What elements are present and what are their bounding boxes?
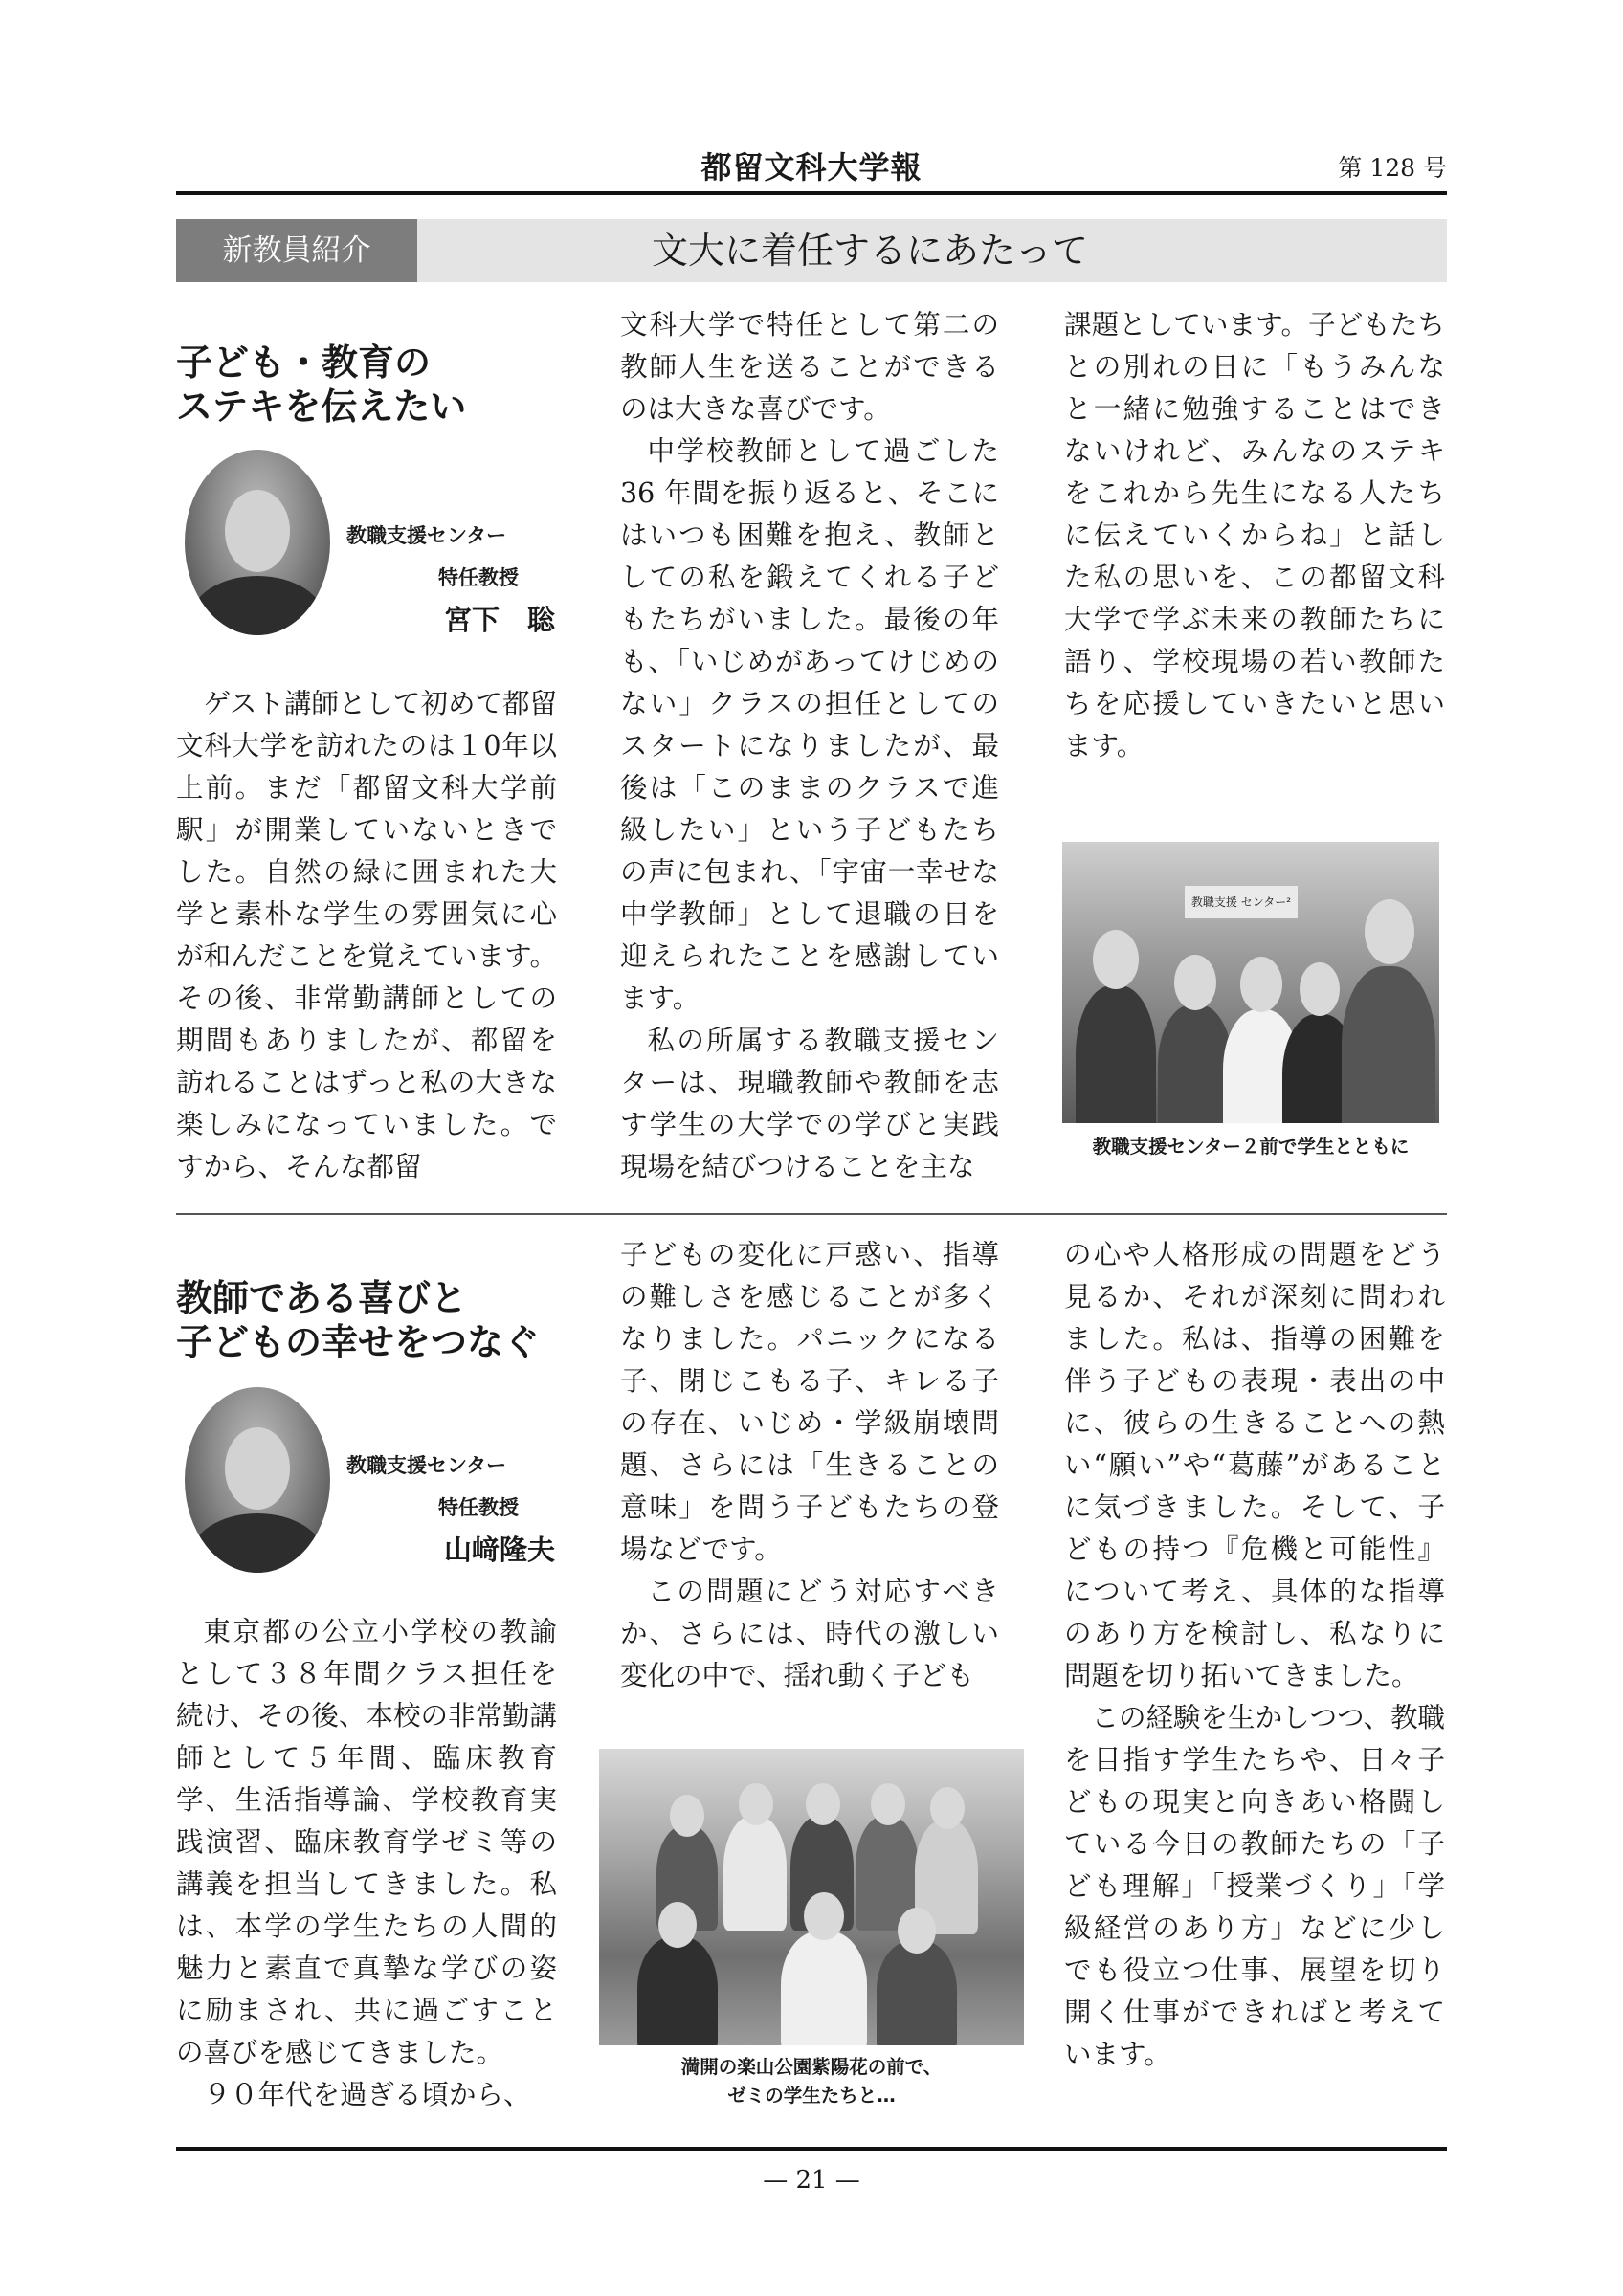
article1-byline [346,515,555,641]
article2-col3-para1: の心や人格形成の問題をどう見るか、それが深刻に問われました。私は、指導の困難を伴う子どもの表現・表出の中に、彼らの生きることへの熱い“願い”や“葛藤”があることに気づきました。そして、子どもの持つ『危機と可能性』について考え、具体的な指導のあり方を検討し、私なりに問題を切り拓いてきました。 [1064,1239,1445,1691]
article1-col2-para3: 私の所属する教職支援センターは、現職教師や教師を志す学生の大学での学びと実践現場を結びつけることを主な [620,1025,999,1182]
article1-headline-line2: ステキを伝えたい [176,386,467,428]
author1-portrait [185,450,330,635]
article2-affiliation: 教職支援センター [346,1454,507,1477]
article1-col2-para2: 中学校教師として過ごした 36 年間を振り返ると、そこにはいつも困難を抱え、教師としての私を鍛えてくれる子どもたちがいました。最後の年も、「いじめがあってけじめのない」クラスの担任としてのスタートになりましたが、最後は「このままのクラスで進級したい」という子どもたちの声に包まれ、「宇宙一幸せな中学教師」として退職の日を迎えられたことを感謝しています。 [620,435,999,1014]
article2-headline [176,1276,540,1364]
article2-column2 [620,1234,999,1697]
article1-position: 特任教授 [438,566,519,589]
article2-column1 [176,1611,557,2116]
article2-column3 [1064,1234,1445,2076]
bottom-rule [176,2147,1447,2151]
article1-photo [1062,842,1439,1123]
author2-portrait [185,1387,330,1573]
article2-col1-para2: ９０年代を過ぎる頃から、 [203,2079,531,2110]
article1-headline-line1: 子ども・教育の [176,342,432,384]
masthead [176,144,1447,186]
article2-caption-line1: 満開の楽山公園紫陽花の前で、 [680,2056,943,2078]
article2-col1-para1: 東京都の公立小学校の教諭として３８年間クラス担任を続け、その後、本校の非常勤講師として５年間、臨床教育学、生活指導論、学校教育実践演習、臨床教育学ゼミ等の講義を担当してきました。私は、本学の学生たちの人間的魅力と素直で真摯な学びの姿に励まされ、共に過ごすことの喜びを感じてきました。 [176,1616,557,2068]
article2-col2-para1: 子どもの変化に戸惑い、指導の難しさを感じることが多くなりました。パニックになる子、閉じこもる子、キレる子の存在、いじめ・学級崩壊問題、さらには「生きることの意味」を問う子どもたちの登場などです。 [620,1239,999,1565]
article2-photo-caption [599,2053,1024,2110]
article2-col3-para2: この経験を生かしつつ、教職を目指す学生たちや、日々子どもの現実と向きあい格闘している今日の教師たちの「子ども理解」「授業づくり」「学級経営のあり方」などに少しでも役立つ仕事、展望を切り開く仕事ができればと考えています。 [1064,1702,1445,2070]
article1-col1-text: ゲスト講師として初めて都留文科大学を訪れたのは１0年以上前。まだ「都留文科大学前駅」が開業していないときでした。自然の緑に囲まれた大学と素朴な学生の雰囲気に心が和んだことを覚えています。その後、非常勤講師としての期間もありましたが、都留を訪れることはずっと私の大きな楽しみになっていました。ですから、そんな都留 [176,688,557,1182]
article2-caption-line2: ゼミの学生たちと… [727,2085,896,2107]
article1-col3-text: 課題としています。子どもたちとの別れの日に「もうみんなと一緒に勉強することはできないけれど、みんなのステキをこれから先生になる人たちに伝えていくからね」と話した私の思いを、この都留文科大学で学ぶ未来の教師たちに語り、学校現場の若い教師たちを応援していきたいと思います。 [1064,309,1445,762]
article1-author-name: 宮下 聡 [443,604,555,636]
top-rule [176,191,1447,195]
article1-column3 [1064,304,1445,767]
article2-col2-para2: この問題にどう対応すべきか、さらには、時代の激しい変化の中で、揺れ動く子ども [620,1576,999,1691]
section-tag: 新教員紹介 [176,219,417,282]
article1-headline [176,341,466,429]
article1-col2-para1: 文科大学で特任として第二の教師人生を送ることができるのは大きな喜びです。 [620,309,999,425]
article1-column2 [620,304,999,1188]
article1-affiliation: 教職支援センター [346,524,507,547]
article-divider [176,1213,1447,1215]
article2-headline-line2: 子どもの幸せをつなぐ [176,1321,541,1363]
article2-author-name: 山﨑隆夫 [443,1534,555,1566]
article2-byline [346,1445,555,1571]
article1-column1 [176,683,557,1188]
publication-title: 都留文科大学報 [700,149,923,186]
article1-photo-caption: 教職支援センター２前で学生とともに [1092,1136,1410,1158]
photo-sign: 教職支援 センター² [1185,886,1298,918]
article2-photo [599,1749,1024,2045]
section-title: 文大に着任するにあたって [651,230,1088,272]
page-number: — 21 — [763,2166,860,2195]
article2-headline-line1: 教師である喜びと [176,1277,468,1319]
article2-position: 特任教授 [438,1496,519,1519]
issue-number: 第 128 号 [1338,154,1447,182]
section-bar [176,219,1447,282]
